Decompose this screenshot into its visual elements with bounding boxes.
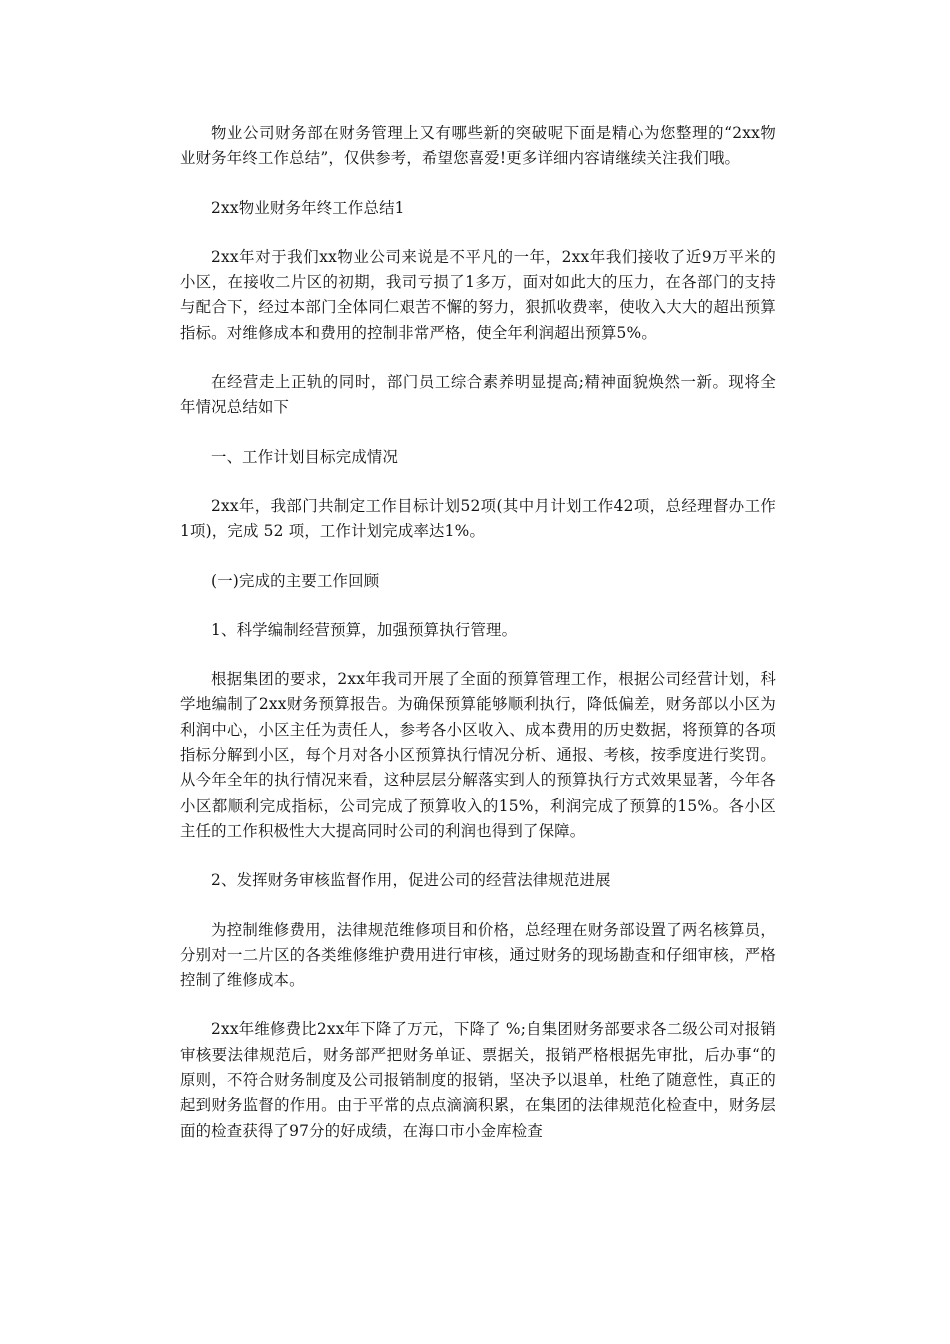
paragraph-4: 根据集团的要求，2xx年我司开展了全面的预算管理工作，根据公司经营计划，科学地编制了2xx财务预算报告。为确保预算能够顺利执行，降低偏差，财务部以小区为利润中心，小区主任为责任人，参考各小区收入、成本费用的历史数据，将预算的各项指标分解到小区，每个月对各小区预算执行情况分析、通报、考核，按季度进行奖罚。从今年全年的执行情况来看，这种层层分解落实到人的预算执行方式效果显著，今年各小区都顺利完成指标，公司完成了预算收入的15%，利润完成了预算的15%。各小区主任的工作积极性大大提高同时公司的利润也得到了保障。	[180, 670, 776, 840]
paragraph-3: 2xx年，我部门共制定工作目标计划52项(其中月计划工作42项，总经理督办工作1项)，完成 52 项，工作计划完成率达1%。	[180, 496, 776, 541]
item-heading-2: 2、发挥财务审核监督作用，促进公司的经营法律规范进展	[211, 871, 611, 890]
section-heading-1: 一、工作计划目标完成情况	[211, 447, 399, 466]
intro-paragraph: 物业公司财务部在财务管理上又有哪些新的突破呢下面是精心为您整理的“2xx物业财务年终工作总结”，仅供参考，希望您喜爱!更多详细内容请继续关注我们哦。	[180, 124, 776, 168]
document-title: 2xx物业财务年终工作总结1	[211, 198, 405, 217]
paragraph-2: 在经营走上正轨的同时，部门员工综合素养明显提高;精神面貌焕然一新。现将全年情况总结如下	[180, 373, 776, 417]
subsection-heading-1: (一)完成的主要工作回顾	[211, 571, 380, 590]
document-body	[180, 121, 776, 1168]
item-heading-1: 1、科学编制经营预算，加强预算执行管理。	[211, 620, 518, 639]
paragraph-5: 为控制维修费用，法律规范维修项目和价格，总经理在财务部设置了两名核算员，分别对一二片区的各类维修维护费用进行审核，通过财务的现场勘查和仔细审核，严格控制了维修成本。	[180, 920, 776, 990]
paragraph-6: 2xx年维修费比2xx年下降了万元，下降了 %;自集团财务部要求各二级公司对报销审核要法律规范后，财务部严把财务单证、票据关，报销严格根据先审批，后办事“的原则，不符合财务制度及公司报销制度的报销，坚决予以退单，杜绝了随意性，真正的起到财务监督的作用。由于平常的点点滴滴积累，在集团的法律规范化检查中，财务层面的检查获得了97分的好成绩，在海口市小金库检查	[180, 1020, 776, 1140]
paragraph-1: 2xx年对于我们xx物业公司来说是不平凡的一年，2xx年我们接收了近9万平米的小区，在接收二片区的初期，我司亏损了1多万，面对如此大的压力，在各部门的支持与配合下，经过本部门全体同仁艰苦不懈的努力，狠抓收费率，使收入大大的超出预算指标。对维修成本和费用的控制非常严格，使全年利润超出预算5%。	[180, 247, 776, 342]
